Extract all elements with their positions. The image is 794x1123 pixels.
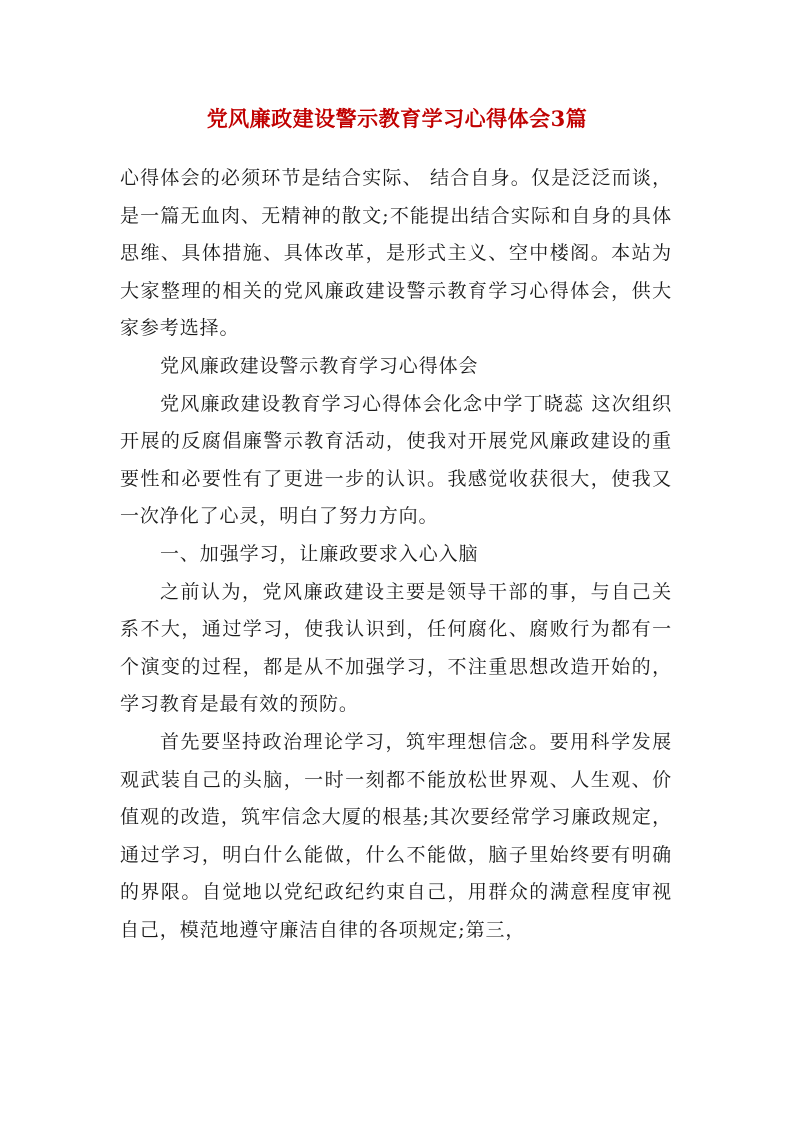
paragraph-section-1-cont: 首先要坚持政治理论学习，筑牢理想信念。要用科学发展观武装自己的头脑，一时一刻都不能放松世界观、人生观、价值观的改造，筑牢信念大厦的根基;其次要经常学习廉政规定，通过学习，明白什么能做，什么不能做，脑子里始终要有明确的界限。自觉地以党纪政纪约束自己，用群众的满意程度审视自己，模范地遵守廉洁自律的各项规定;第三，: [120, 730, 672, 941]
paragraph-intro: 心得体会的必须环节是结合实际、 结合自身。仅是泛泛而谈，是一篇无血肉、无精神的散文;不能提出结合实际和自身的具体思维、具体措施、具体改革，是形式主义、空中楼阁。本站为大家整理的相关的党风廉政建设警示教育学习心得体会，供大家参考选择。: [120, 167, 672, 340]
section-heading-1: 一、加强学习，让廉政要求入心入脑: [160, 542, 479, 565]
document-title: 党风廉政建设警示教育学习心得体会3篇: [206, 106, 588, 131]
paragraph-section-1: 之前认为，党风廉政建设主要是领导干部的事，与自己关系不大，通过学习，使我认识到，任何腐化、腐败行为都有一个演变的过程，都是从不加强学习，不注重思想改造开始的，学习教育是最有效的预防。: [120, 580, 672, 716]
paragraph-subtitle: 党风廉政建设警示教育学习心得体会: [160, 354, 479, 377]
paragraph-opening: 党风廉政建设教育学习心得体会化念中学丁晓蕊 这次组织开展的反腐倡廉警示教育活动，使我对开展党风廉政建设的重要性和必要性有了更进一步的认识。我感觉收获很大，使我又一次净化了心灵，明白了努力方向。: [120, 392, 672, 528]
document-body: [120, 160, 672, 949]
